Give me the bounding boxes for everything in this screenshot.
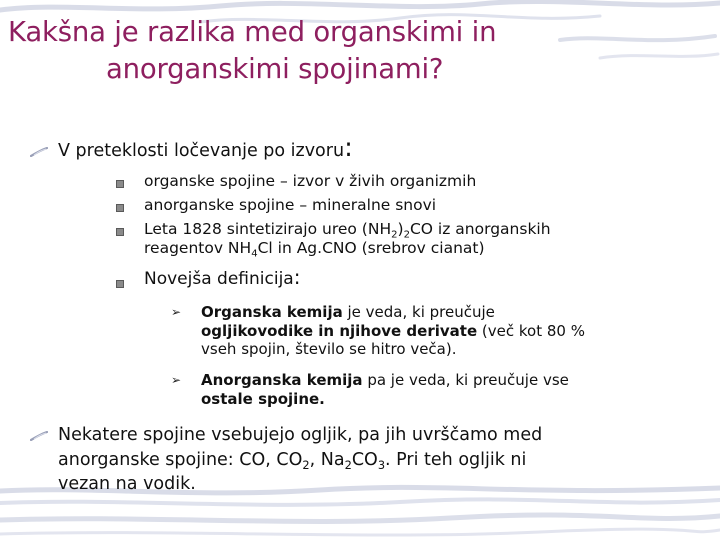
urea-text: CO iz anorganskih xyxy=(409,220,551,238)
exceptions-text: anorganske spojine: CO, CO xyxy=(58,449,303,470)
quill-bullet-icon xyxy=(30,147,48,157)
urea-text: reagentov NH xyxy=(144,239,252,257)
exceptions-text: . Pri teh ogljik ni xyxy=(385,449,527,470)
bullet-history-colon: : xyxy=(344,133,353,163)
definition-text: vseh spojin, število se hitro veča). xyxy=(201,340,457,358)
subscript: 2 xyxy=(344,457,352,472)
subscript: 2 xyxy=(391,229,398,241)
square-bullet-icon xyxy=(116,280,124,288)
square-bullet-icon xyxy=(116,228,124,236)
definition-text: je veda, ki preučuje xyxy=(342,303,495,321)
new-definition-text: Novejša definicija xyxy=(144,269,294,289)
exceptions-text: Nekatere spojine vsebujejo ogljik, pa jih uvrščamo med xyxy=(58,425,543,445)
bullet-carbon-exceptions xyxy=(58,423,708,497)
square-bullet-icon xyxy=(116,204,124,212)
square-bullet-icon xyxy=(116,180,124,188)
term-other-compounds: ostale spojine. xyxy=(201,389,325,408)
subscript: 2 xyxy=(302,457,310,472)
subscript: 4 xyxy=(251,248,258,260)
arrow-bullet-icon: ➢ xyxy=(171,373,182,387)
urea-text: Cl in Ag.CNO (srebrov cianat) xyxy=(257,239,485,257)
list-item-new-definition xyxy=(144,265,301,289)
exceptions-text: , Na xyxy=(309,449,345,470)
arrow-bullet-icon: ➢ xyxy=(171,305,182,319)
bullet-history-text: V preteklosti ločevanje po izvoru xyxy=(58,141,345,161)
term-organic-chemistry: Organska kemija xyxy=(201,303,343,321)
subscript: 2 xyxy=(403,229,410,241)
list-item-urea-1828 xyxy=(144,220,551,258)
title-line-1: Kakšna je razlika med organskimi in xyxy=(8,16,497,48)
definition-inorganic xyxy=(201,371,569,408)
quill-bullet-icon xyxy=(30,431,48,441)
slide-title xyxy=(8,14,708,88)
definition-text: (več kot 80 % xyxy=(477,321,585,340)
new-definition-colon: : xyxy=(293,265,301,289)
term-hydrocarbons: ogljikovodike in njihove derivate xyxy=(201,321,478,340)
urea-text: ) xyxy=(397,220,404,238)
exceptions-text: vezan na vodik. xyxy=(58,474,196,494)
list-item-organic: organske spojine – izvor v živih organizmih xyxy=(144,172,477,190)
term-inorganic-chemistry: Anorganska kemija xyxy=(201,371,363,389)
definition-text: pa je veda, ki preučuje vse xyxy=(362,371,569,389)
title-line-2: anorganskimi spojinami? xyxy=(106,53,444,85)
definition-organic xyxy=(201,303,585,359)
exceptions-text: CO xyxy=(351,449,378,470)
subscript: 3 xyxy=(377,457,386,472)
urea-text: Leta 1828 sintetizirajo ureo (NH xyxy=(144,220,392,238)
bullet-history xyxy=(58,133,353,163)
list-item-inorganic: anorganske spojine – mineralne snovi xyxy=(144,196,437,214)
